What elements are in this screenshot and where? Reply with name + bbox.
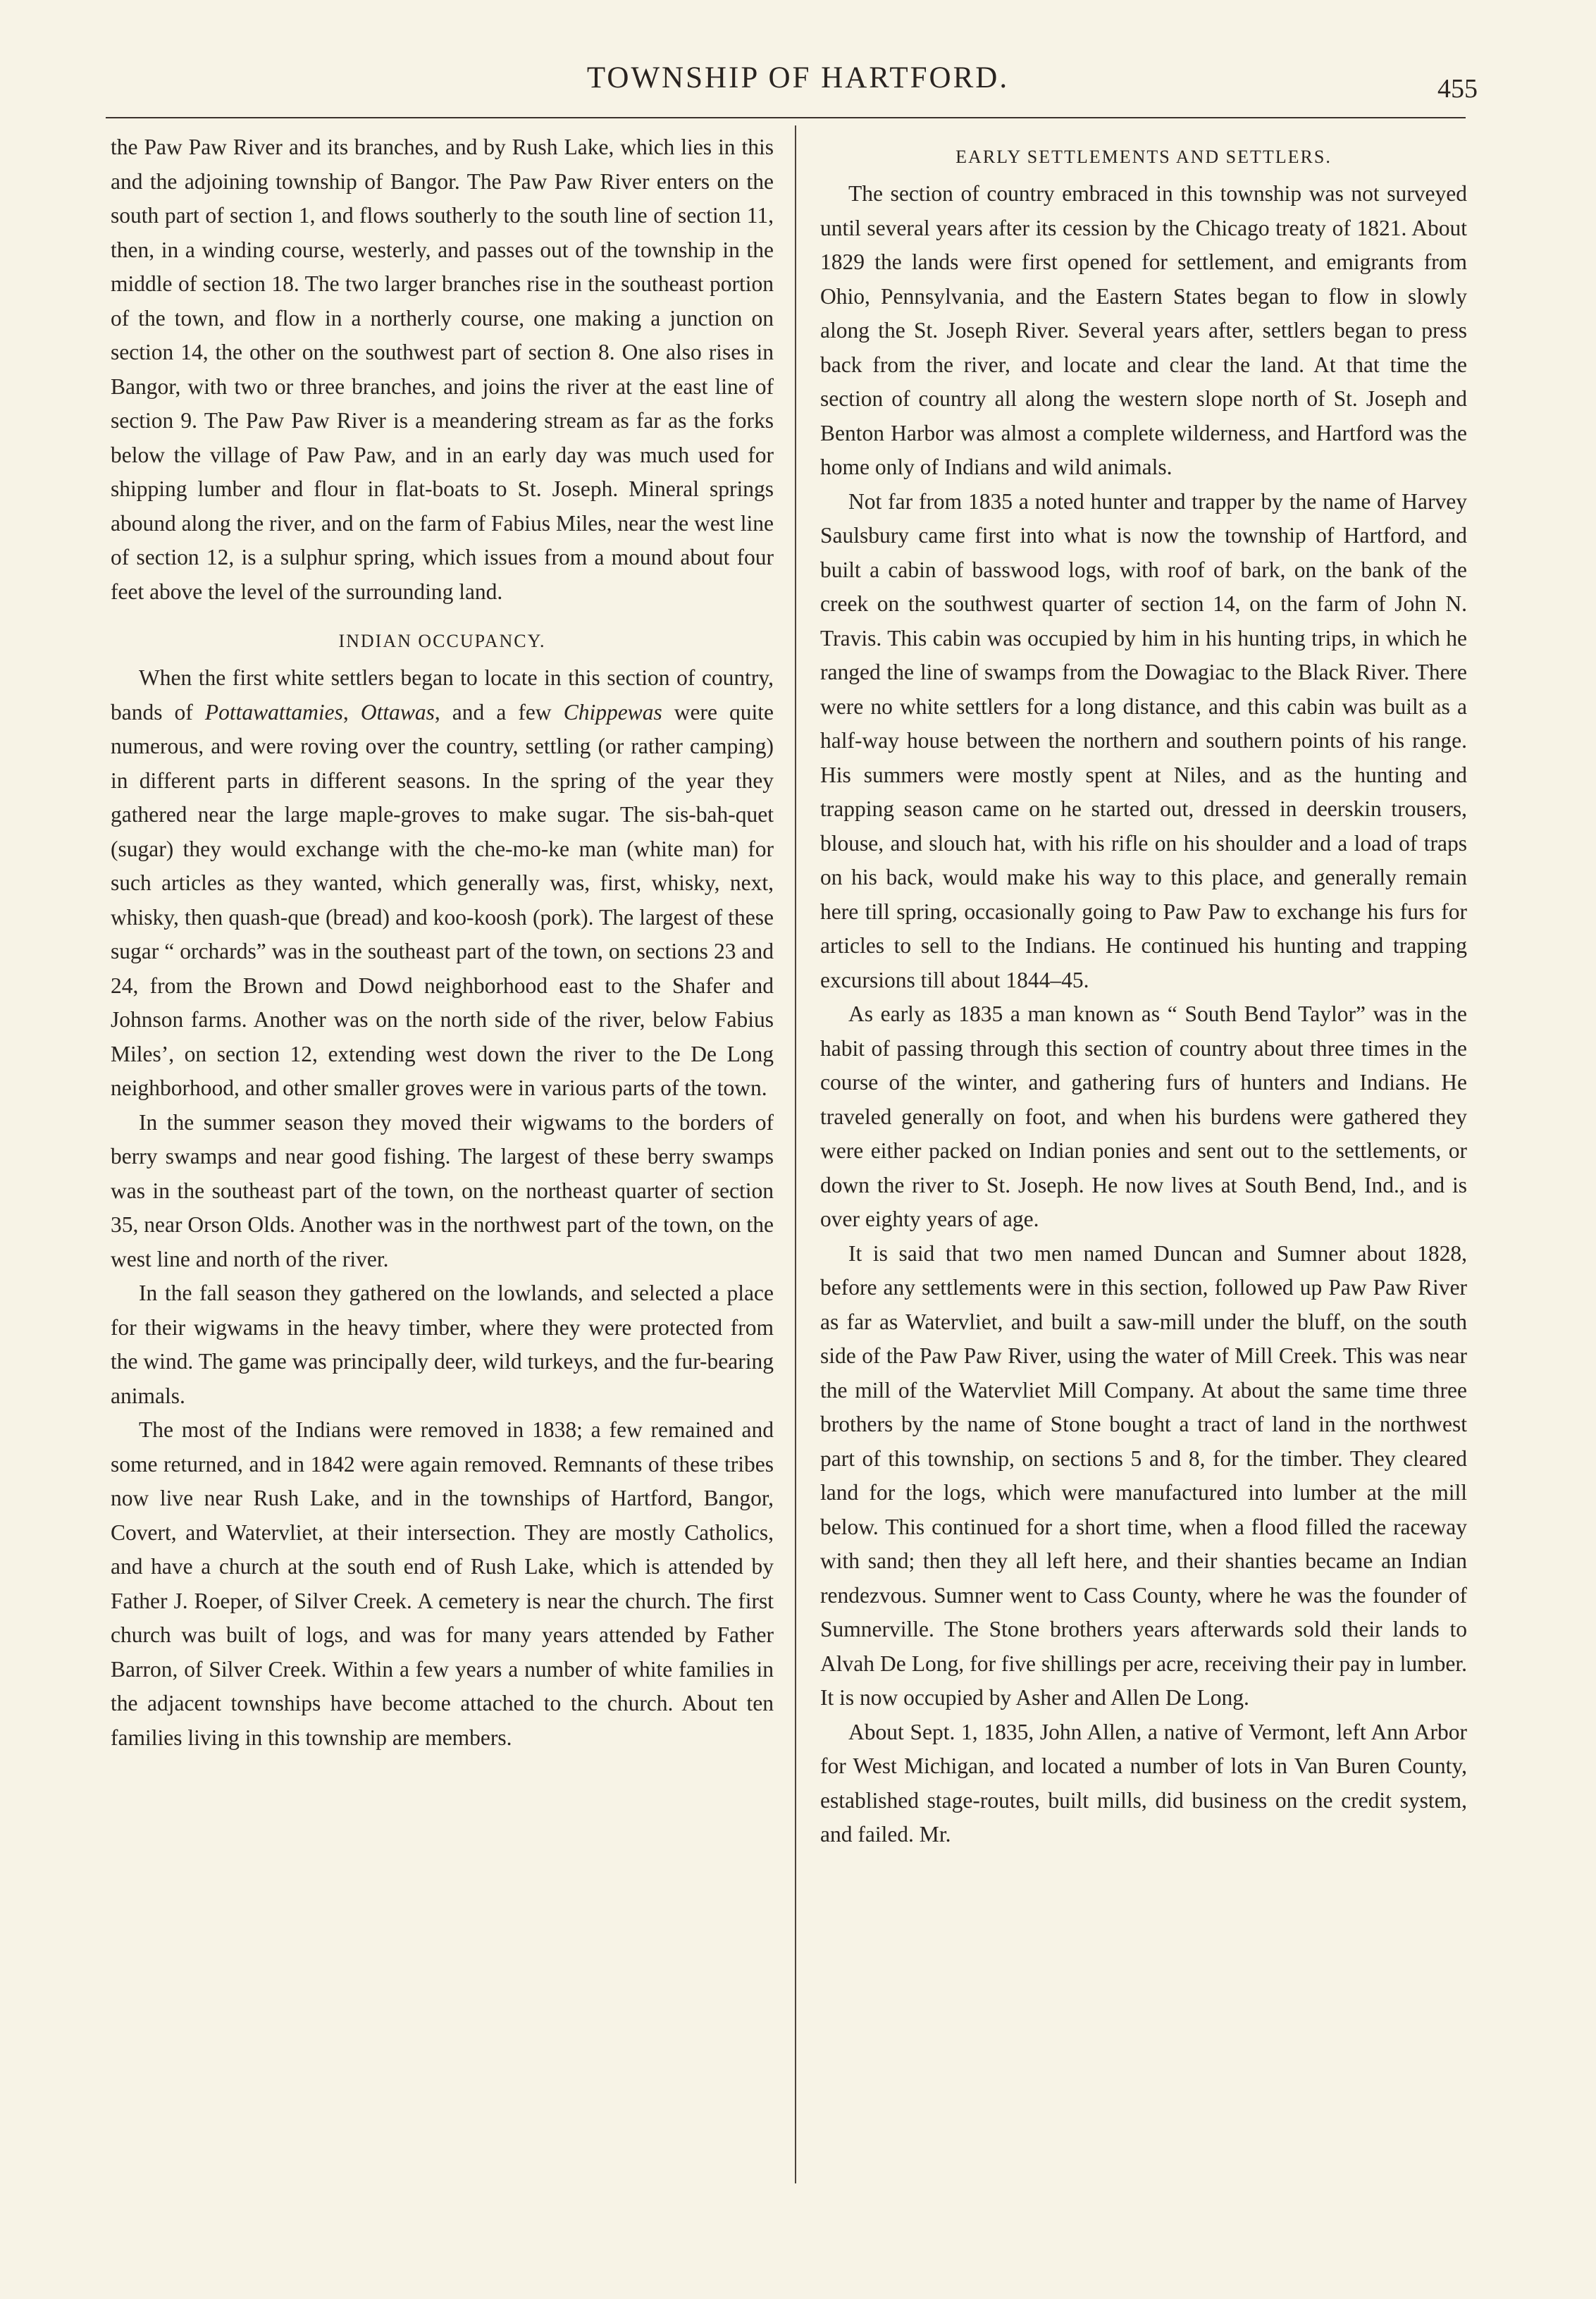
text-run: were quite numerous, and were roving over the country, settling (or rather camping) in different parts in different seasons. In the spring of the year they gathered near the large maple-groves to make sugar. The sis-bah-quet (sugar) they would exchange with the che-mo-ke man (white man) for such articles as they wanted, which generally was, first, whisky, next, whisky, then quash-que (bread) and koo-koosh (pork). The largest of these sugar “ orchards” was in the southeast part of the town, on sections 23 and 24, from the Brown and Dowd neighborhood east to the Shafer and Johnson farms. Another was on the north side of the river, below Fabius Miles’, on section 12, extending west down the river to the De Long neighborhood, and other smaller groves were in various parts of the town. (111, 699, 774, 1100)
paragraph (111, 661, 774, 1106)
tribe-name: Chippewas (563, 699, 662, 725)
section-heading-early-settlements: EARLY SETTLEMENTS AND SETTLERS. (955, 147, 1332, 167)
paragraph: As early as 1835 a man known as “ South Bend Taylor” was in the habit of passing through this section of country about three times in the course of the winter, and gathering furs of hunters and Indians. He traveled generally on foot, and when his burdens were gathered they were either packed on Indian ponies and sent out to the settlements, or down the river to St. Joseph. He now lives at South Bend, Ind., and is over eighty years of age. (820, 1001, 1467, 1231)
tribe-name: Pottawattamies (204, 699, 343, 725)
paragraph: About Sept. 1, 1835, John Allen, a native of Vermont, left Ann Arbor for West Michigan, and located a number of lots in Van Buren County, established stage-routes, built mills, did business on the credit system, and failed. Mr. (820, 1719, 1467, 1847)
page-title: TOWNSHIP OF HARTFORD. (586, 61, 1010, 94)
text-run: When the first white settlers began to locate in this section of country, bands of (111, 665, 774, 725)
page-number: 455 (1437, 74, 1478, 104)
paragraph: the Paw Paw River and its branches, and by Rush Lake, which lies in this and the adjoining township of Bangor. The Paw Paw River enters on the south part of section 1, and flows southerly to the south line of section 11, then, in a winding course, westerly, and passes out of the township in the middle of section 18. The two larger branches rise in the southeast portion of the town, and flow in a northerly course, one making a junction on section 14, the other on the southwest part of section 8. One also rises in Bangor, with two or three branches, and joins the river at the east line of section 9. The Paw Paw River is a meandering stream as far as the forks below the village of Paw Paw, and in an early day was much used for shipping lumber and flour in flat-boats to St. Joseph. Mineral springs abound along the river, and on the farm of Fabius Miles, near the west line of section 12, is a sulphur spring, which issues from a mound about four feet above the level of the surrounding land. (111, 135, 774, 604)
paragraph: Not far from 1835 a noted hunter and trapper by the name of Harvey Saulsbury came first into what is now the township of Hartford, and built a cabin of basswood logs, with roof of bark, on the bank of the creek on the southwest quarter of section 14, on the farm of John N. Travis. This cabin was occupied by him in his hunting trips, in which he ranged the line of swamps from the Dowagiac to the Black River. There were no white settlers for a long distance, and this cabin was built as a half-way house between the northern and southern points of his range. His summers were mostly spent at Niles, and as the hunting and trapping season came on he started out, dressed in deerskin trousers, blouse, and slouch hat, with his rifle on his shoulder and a load of traps on his back, would make his way to this place, and generally remain here till spring, occasionally going to Paw Paw to exchange his furs for articles to sell to the Indians. He continued his hunting and trapping excursions till about 1844–45. (820, 488, 1467, 992)
paragraph: It is said that two men named Duncan and Sumner about 1828, before any settlements were in this section, followed up Paw Paw River as far as Watervliet, and built a saw-mill under the bluff, on the south side of the Paw Paw River, using the water of Mill Creek. This was near the mill of the Watervliet Mill Company. At about the same time three brothers by the name of Stone bought a tract of land in the northwest part of this township, on sections 5 and 8, for the timber. They cleared land for the logs, which were manufactured into lumber at the mill below. This continued for a short time, when a flood filled the raceway with sand; then they all left here, and their shanties became an Indian rendezvous. Sumner went to Cass County, where he was the founder of Sumnerville. The Stone brothers years afterwards sold their lands to Alvah De Long, for five shillings per acre, receiving their pay in lumber. It is now occupied by Asher and Allen De Long. (820, 1240, 1467, 1710)
paragraph: In the fall season they gathered on the lowlands, and selected a place for their wigwams in the heavy timber, where they were protected from the wind. The game was principally deer, wild turkeys, and the fur-bearing animals. (111, 1281, 774, 1408)
paragraph: The section of country embraced in this township was not surveyed until several years after its cession by the Chicago treaty of 1821. About 1829 the lands were first opened for settlement, and emigrants from Ohio, Pennsylvania, and the Eastern States began to flow in slowly along the St. Joseph River. Several years after, settlers began to press back from the river, and locate and clear the land. At that time the section of country all along the western slope north of St. Joseph and Benton Harbor was almost a complete wilderness, and Hartford was the home only of Indians and wild animals. (820, 181, 1467, 479)
header-rule (106, 117, 1466, 118)
right-column (820, 130, 1467, 1852)
column-divider (795, 125, 796, 2183)
text-run: , (342, 699, 361, 725)
paragraph: The most of the Indians were removed in 1838; a few remained and some returned, and in 1842 were again removed. Remnants of these tribes now live near Rush Lake, and in the townships of Hartford, Bangor, Covert, and Watervliet, at their intersection. They are mostly Catholics, and have a church at the south end of Rush Lake, which is attended by Father J. Roeper, of Silver Creek. A cemetery is near the church. The first church was built of logs, and was for many years attended by Father Barron, of Silver Creek. Within a few years a number of white families in the adjacent townships have become attached to the church. About ten families living in this township are members. (111, 1417, 774, 1750)
left-column (111, 130, 774, 1755)
text-run: , and a few (434, 699, 564, 725)
section-heading-indian-occupancy: INDIAN OCCUPANCY. (338, 631, 546, 651)
paragraph: In the summer season they moved their wigwams to the borders of berry swamps and near good fishing. The largest of these berry swamps was in the southeast part of the town, on the northeast quarter of section 35, near Orson Olds. Another was in the northwest part of the town, on the west line and north of the river. (111, 1109, 774, 1271)
tribe-name: Ottawas (360, 699, 435, 725)
